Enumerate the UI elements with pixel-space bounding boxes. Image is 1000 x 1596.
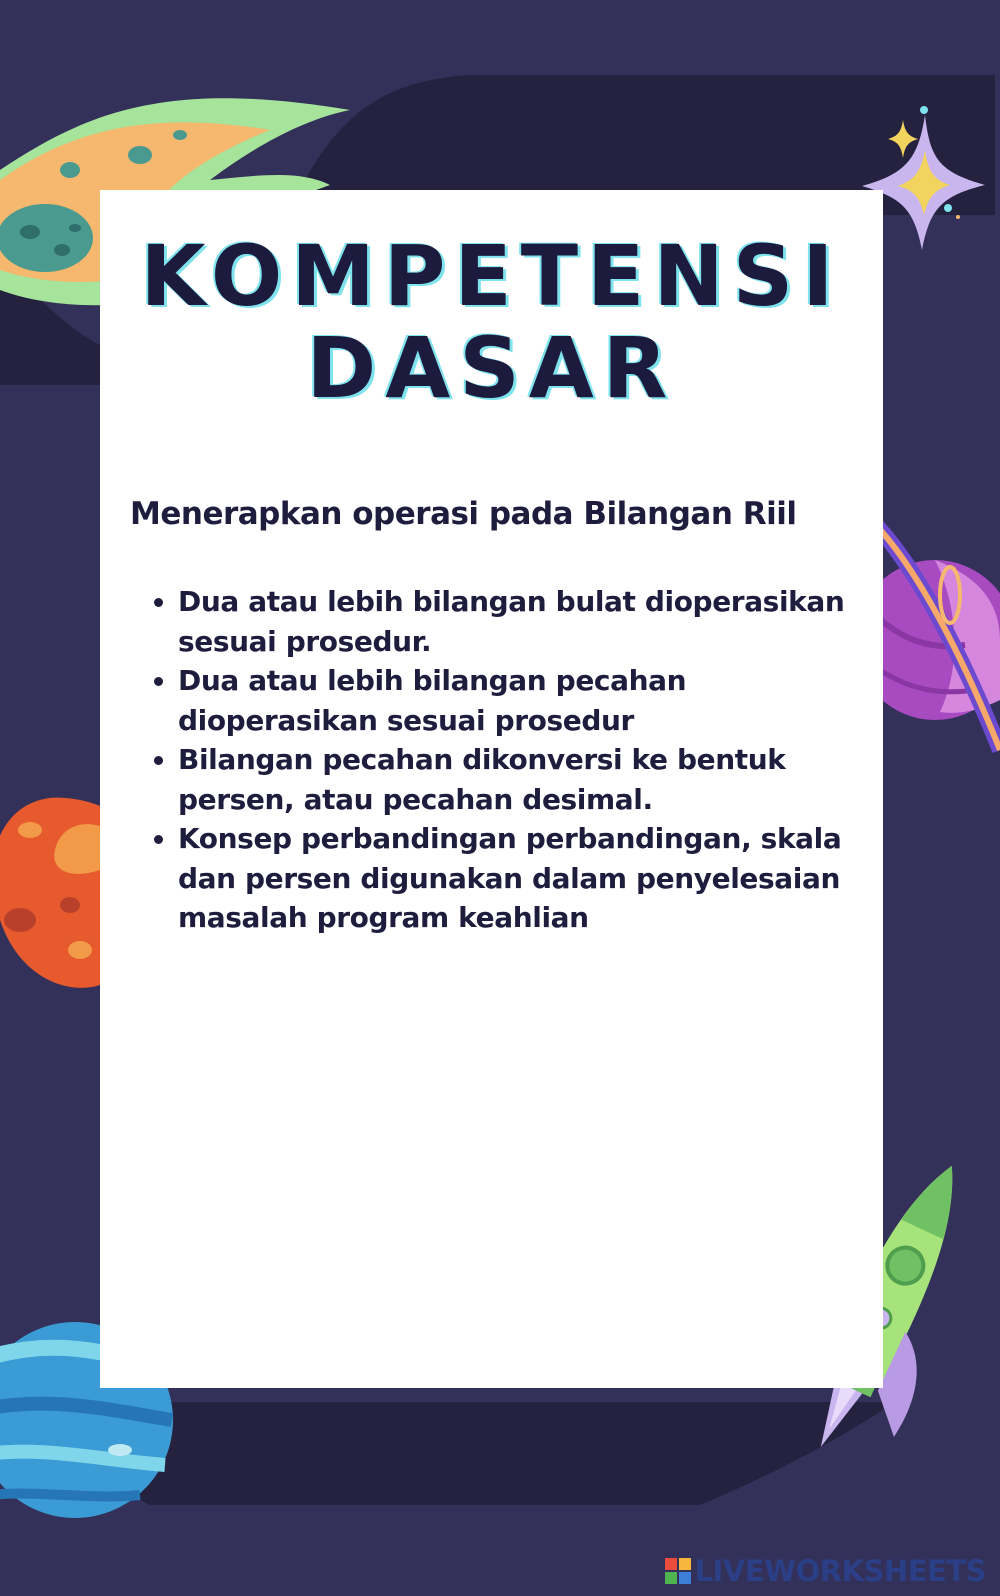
liveworksheets-watermark [665,1554,986,1588]
list-item: • Dua atau lebih bilangan bulat dioperasikan sesuai prosedur. [178,582,858,661]
bottom-mid-band [100,1388,883,1402]
liveworksheets-logo-icon [665,1558,691,1584]
orange-planet-illustration [0,798,100,988]
page-title [100,227,883,417]
competency-list [130,582,858,938]
list-item: • Dua atau lebih bilangan pecahan dioperasikan sesuai prosedur [178,661,858,740]
watermark-text: LIVEWORKSHEETS [694,1554,986,1588]
bottom-dark-shape [60,1388,883,1505]
title-line-2: DASAR [306,319,677,417]
title-line-1: KOMPETENSI [140,227,843,325]
subtitle: Menerapkan operasi pada Bilangan Riil [130,496,797,532]
list-item: • Bilangan pecahan dikonversi ke bentuk persen, atau pecahan desimal. [178,740,858,819]
list-item: • Konsep perbandingan perbandingan, skala dan persen digunakan dalam penyelesaian masalah program keahlian [178,819,858,938]
